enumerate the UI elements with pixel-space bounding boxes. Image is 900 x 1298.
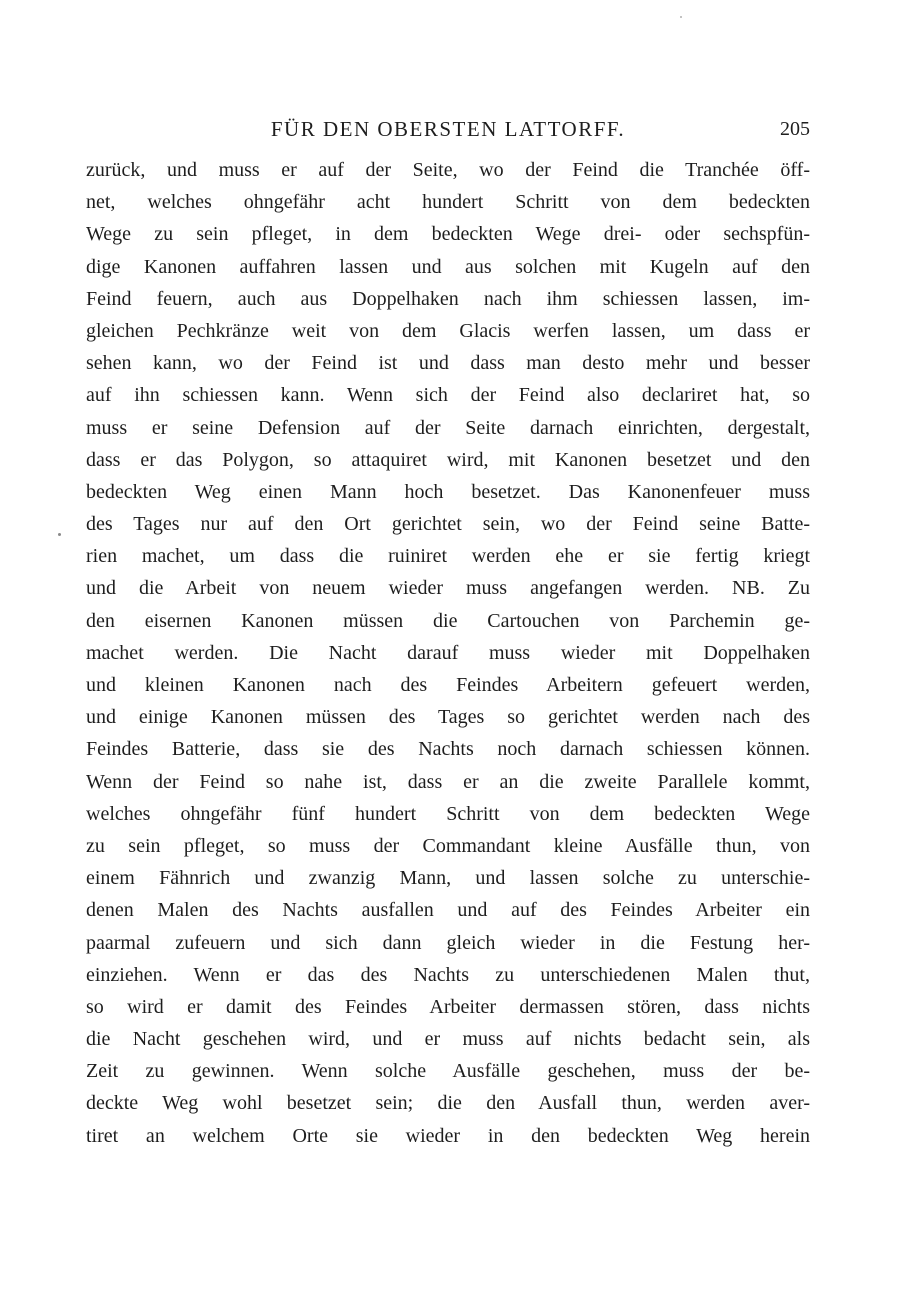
text-line: Zeit zu gewinnen. Wenn solche Ausfälle geschehen, muss der be- xyxy=(86,1060,810,1083)
text-line: net, welches ohngefähr acht hundert Schritt von dem bedeckten xyxy=(86,191,810,214)
text-line: dass er das Polygon, so attaquiret wird, mit Kanonen besetzet und den xyxy=(86,448,810,471)
text-line: deckte Weg wohl besetzet sein; die den Ausfall thun, werden aver- xyxy=(86,1092,810,1115)
text-line: bedeckten Weg einen Mann hoch besetzet. Das Kanonenfeuer muss xyxy=(86,480,810,503)
text-line: Feindes Batterie, dass sie des Nachts noch darnach schiessen können. xyxy=(86,738,810,761)
scan-speck xyxy=(680,16,682,18)
text-line: machet werden. Die Nacht darauf muss wieder mit Doppelhaken xyxy=(86,641,810,664)
text-line: welches ohngefähr fünf hundert Schritt von dem bedeckten Wege xyxy=(86,802,810,825)
text-line: auf ihn schiessen kann. Wenn sich der Feind also declariret hat, so xyxy=(86,384,810,407)
text-line: und kleinen Kanonen nach des Feindes Arbeitern gefeuert werden, xyxy=(86,674,810,696)
text-line: muss er seine Defension auf der Seite darnach einrichten, dergestalt, xyxy=(86,416,810,439)
text-line: zurück, und muss er auf der Seite, wo der Feind die Tranchée öff- xyxy=(86,159,810,181)
text-line: den eisernen Kanonen müssen die Cartouchen von Parchemin ge- xyxy=(86,609,810,632)
text-line: dige Kanonen auffahren lassen und aus solchen mit Kugeln auf den xyxy=(86,255,810,278)
text-line: zu sein pfleget, so muss der Commandant kleine Ausfälle thun, von xyxy=(86,834,810,857)
text-line: paarmal zufeuern und sich dann gleich wieder in die Festung her- xyxy=(86,931,810,954)
text-line: Wege zu sein pfleget, in dem bedeckten Wege drei- oder sechspfün- xyxy=(86,223,810,246)
body-text xyxy=(86,154,810,1152)
page-number: 205 xyxy=(780,118,810,140)
text-line: denen Malen des Nachts ausfallen und auf des Feindes Arbeiter ein xyxy=(86,899,810,922)
text-line: und einige Kanonen müssen des Tages so gerichtet werden nach des xyxy=(86,706,810,729)
running-title: FÜR DEN OBERSTEN LATTORFF. xyxy=(270,117,626,141)
page-header xyxy=(86,114,810,144)
text-line: tiret an welchem Orte sie wieder in den bedeckten Weg herein xyxy=(86,1124,810,1147)
text-line: Feind feuern, auch aus Doppelhaken nach ihm schiessen lassen, im- xyxy=(86,287,810,310)
text-line: einem Fähnrich und zwanzig Mann, und lassen solche zu unterschie- xyxy=(86,867,810,890)
text-line: rien machet, um dass die ruiniret werden ehe er sie fertig kriegt xyxy=(86,545,810,568)
text-line: und die Arbeit von neuem wieder muss angefangen werden. NB. Zu xyxy=(86,577,810,600)
text-line: einziehen. Wenn er das des Nachts zu unterschiedenen Malen thut, xyxy=(86,963,810,986)
text-line: die Nacht geschehen wird, und er muss auf nichts bedacht sein, als xyxy=(86,1028,810,1051)
text-line: sehen kann, wo der Feind ist und dass man desto mehr und besser xyxy=(86,352,810,375)
scan-speck xyxy=(58,533,61,536)
text-line: so wird er damit des Feindes Arbeiter dermassen stören, dass nichts xyxy=(86,995,810,1018)
text-line: des Tages nur auf den Ort gerichtet sein, wo der Feind seine Batte- xyxy=(86,513,810,536)
text-line: gleichen Pechkränze weit von dem Glacis werfen lassen, um dass er xyxy=(86,319,810,342)
text-line: Wenn der Feind so nahe ist, dass er an die zweite Parallele kommt, xyxy=(86,770,810,793)
